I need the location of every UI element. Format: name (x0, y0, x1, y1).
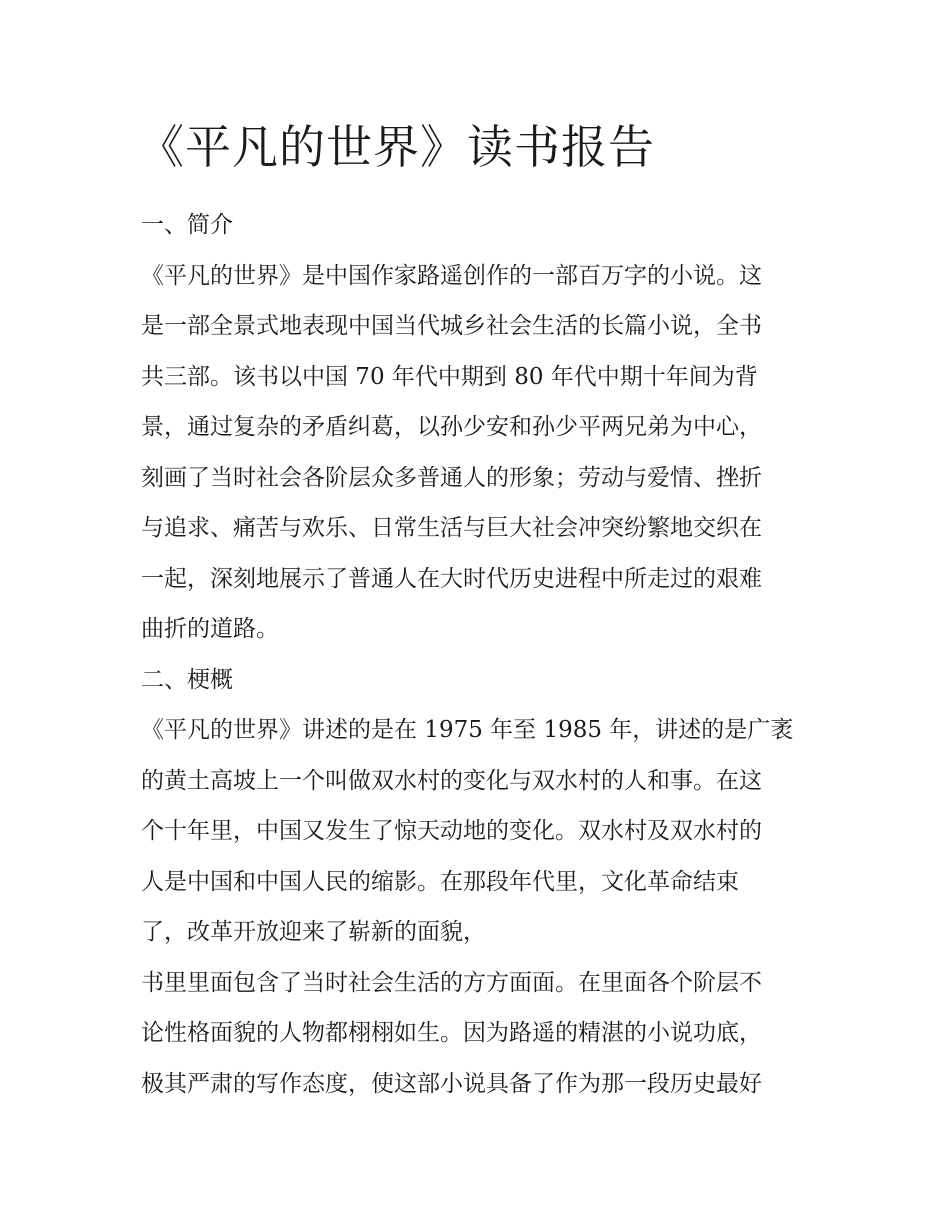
text-line: 是一部全景式地表现中国当代城乡社会生活的长篇小说，全书 (141, 313, 762, 339)
section-heading-intro: 一、简介 (141, 212, 233, 238)
text-line: 论性格面貌的人物都栩栩如生。因为路遥的精湛的小说功底， (141, 1020, 762, 1046)
text-line: 的黄土高坡上一个叫做双水村的变化与双水村的人和事。在这 (141, 767, 762, 794)
text-line: 景，通过复杂的矛盾纠葛，以孙少安和孙少平两兄弟为中心， (141, 414, 762, 440)
section-paragraph-synopsis (141, 705, 813, 1109)
section-heading-synopsis: 二、梗概 (141, 666, 233, 693)
section-paragraph-intro (141, 251, 813, 655)
text-line: 个十年里，中国又发生了惊天动地的变化。双水村及双水村的 (141, 818, 762, 844)
text-line: 人是中国和中国人民的缩影。在那段年代里，文化革命结束 (141, 868, 739, 895)
document-body (141, 200, 813, 1109)
text-line: 书里里面包含了当时社会生活的方方面面。在里面各个阶层不 (141, 969, 762, 996)
text-line: 曲折的道路。 (141, 616, 279, 642)
document-title: 《平凡的世界》读书报告 (138, 120, 655, 174)
text-line: 极其严肃的写作态度，使这部小说具备了作为那一段历史最好 (141, 1070, 762, 1097)
text-line: 一起，深刻地展示了普通人在大时代历史进程中所走过的艰难 (141, 565, 762, 592)
text-line: 《平凡的世界》是中国作家路遥创作的一部百万字的小说。这 (141, 262, 762, 289)
text-line: 《平凡的世界》讲述的是在 1975 年至 1985 年，讲述的是广袤 (141, 717, 794, 743)
text-line: 共三部。该书以中国 70 年代中期到 80 年代中期十年间为背 (141, 363, 758, 390)
text-line: 了，改革开放迎来了崭新的面貌， (141, 919, 486, 945)
text-line: 刻画了当时社会各阶层众多普通人的形象；劳动与爱情、挫折 (141, 464, 762, 491)
text-line: 与追求、痛苦与欢乐、日常生活与巨大社会冲突纷繁地交织在 (141, 515, 762, 541)
